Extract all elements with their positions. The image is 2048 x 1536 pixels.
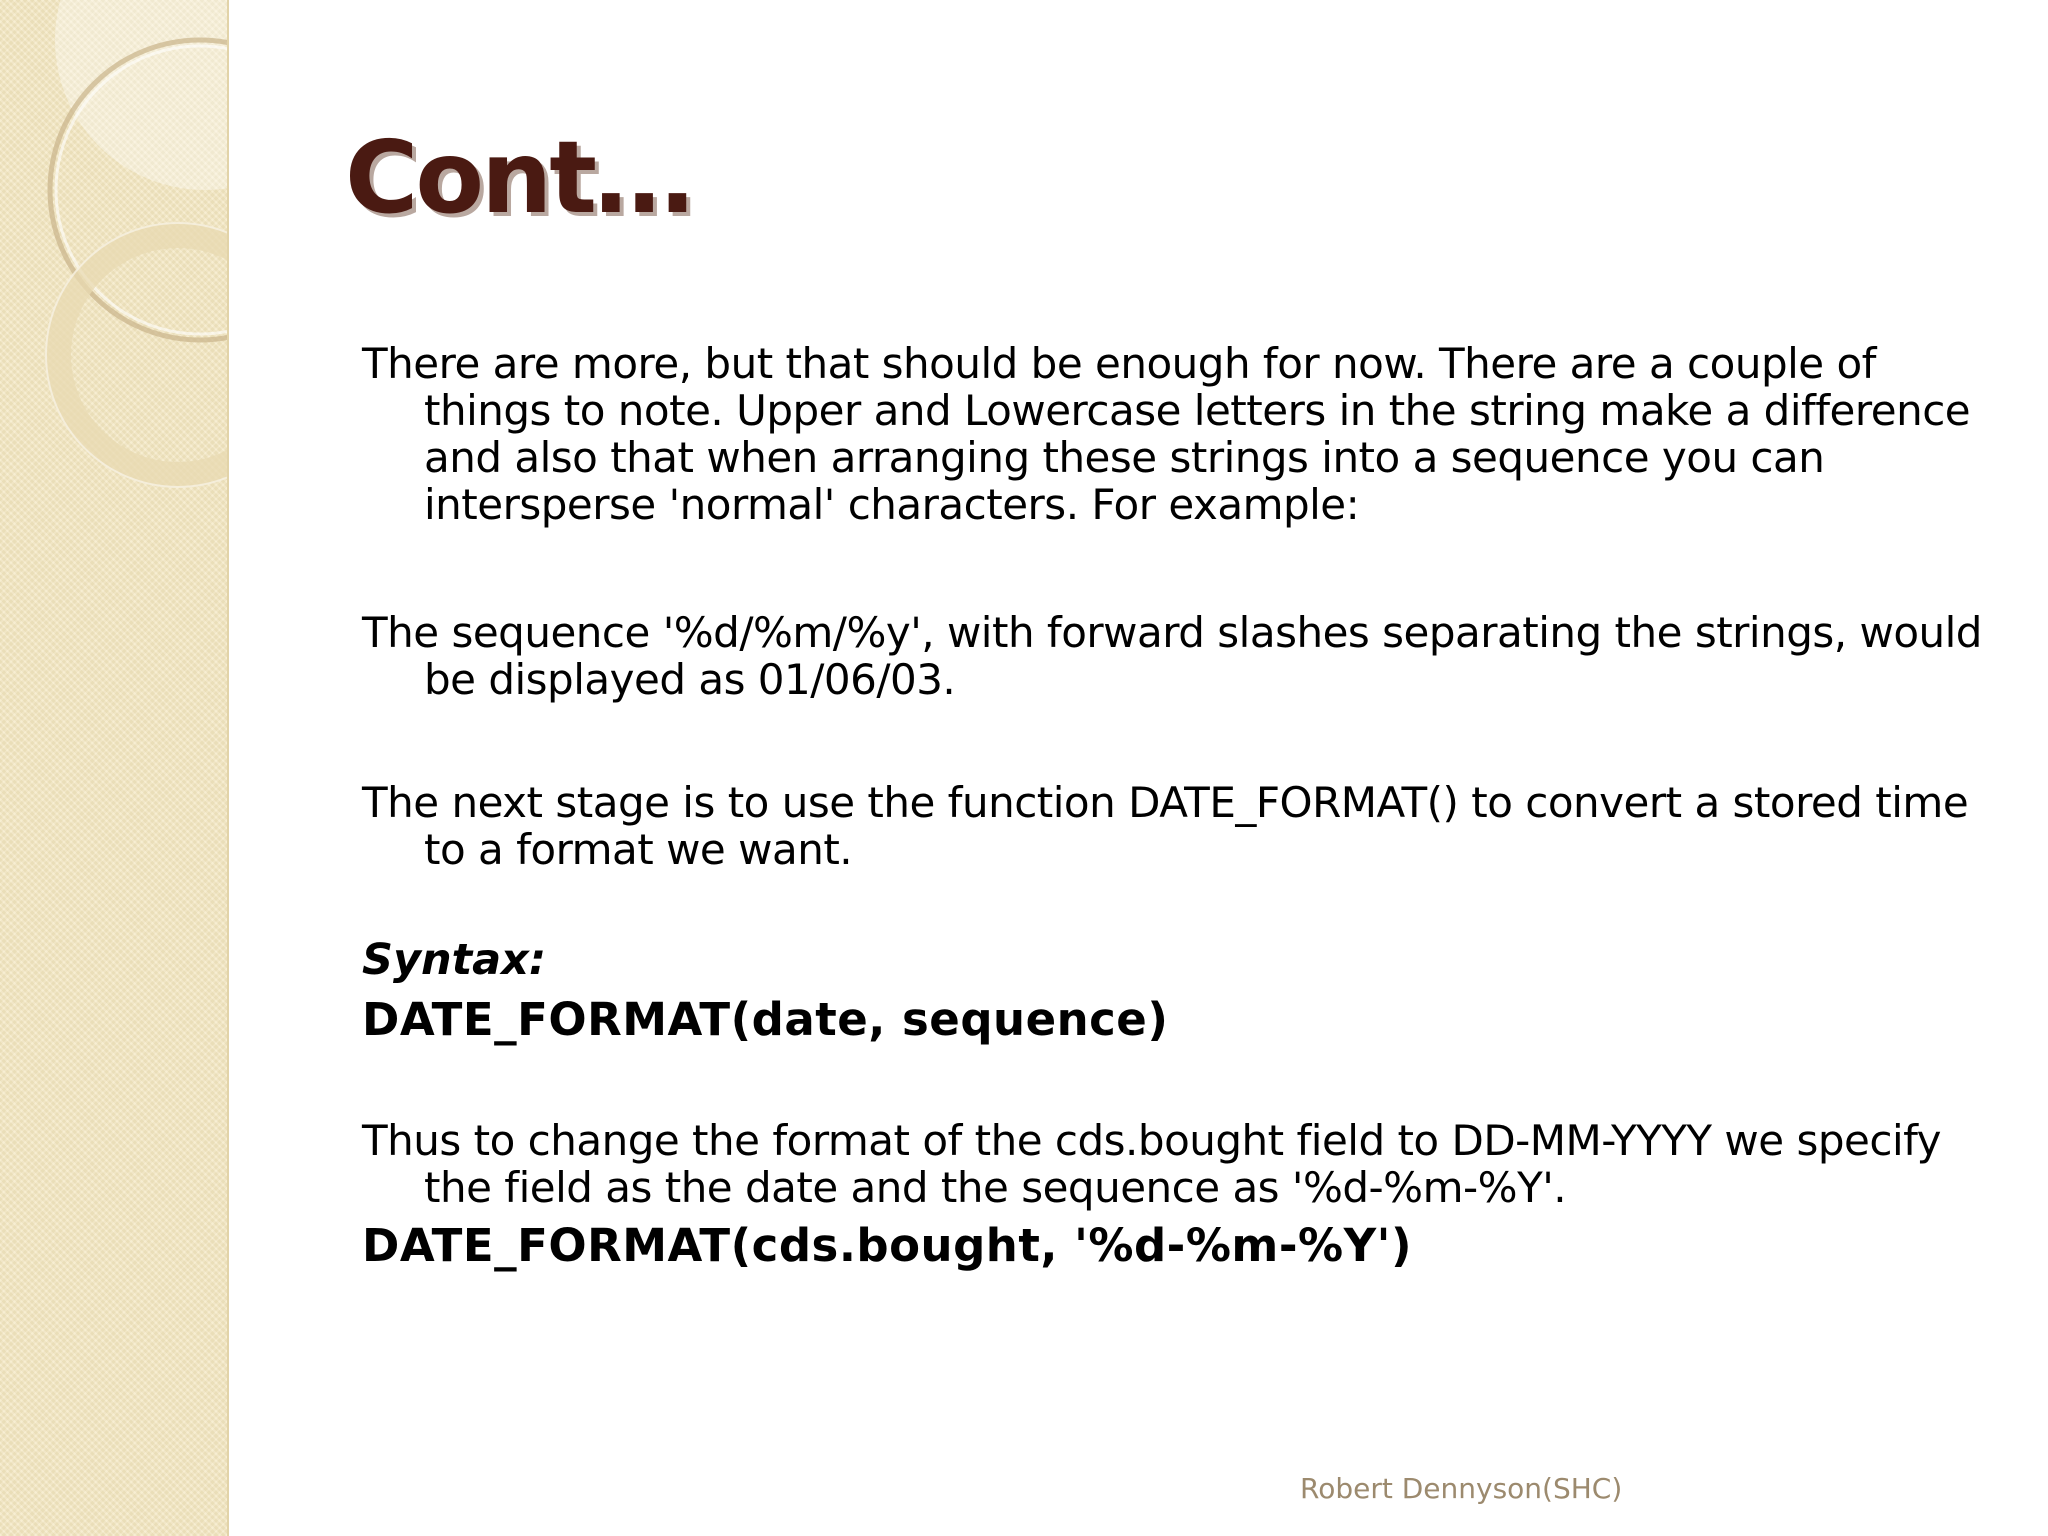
syntax-code: DATE_FORMAT(date, sequence) xyxy=(362,993,1169,1046)
paragraph-intro: There are more, but that should be enough for now. There are a couple of things to note. Upper and Lowercase letters in the string make a difference and also that when arranging these strings into a sequence you can intersperse 'normal' characters. For example: xyxy=(362,339,1971,529)
slide-body xyxy=(362,340,1982,1273)
paragraph-next-stage: The next stage is to use the function DATE_FORMAT() to convert a stored time to a format we want. xyxy=(362,778,1969,874)
paragraph-conversion-example: Thus to change the format of the cds.bought field to DD-MM-YYYY we specify the field as the date and the sequence as '%d-%m-%Y'. xyxy=(362,1116,1942,1212)
band-edge-divider xyxy=(227,0,229,1536)
footer-author: Robert Dennyson(SHC) xyxy=(1300,1472,1623,1505)
decorative-side-band xyxy=(0,0,227,1536)
syntax-label: Syntax: xyxy=(362,935,547,985)
paragraph-sequence-example: The sequence '%d/%m/%y', with forward slashes separating the strings, would be displayed as 01/06/03. xyxy=(362,608,1982,704)
example-code: DATE_FORMAT(cds.bought, '%d-%m-%Y') xyxy=(362,1219,1413,1272)
decorative-rings xyxy=(0,0,227,520)
slide-title: Cont… xyxy=(345,119,692,236)
